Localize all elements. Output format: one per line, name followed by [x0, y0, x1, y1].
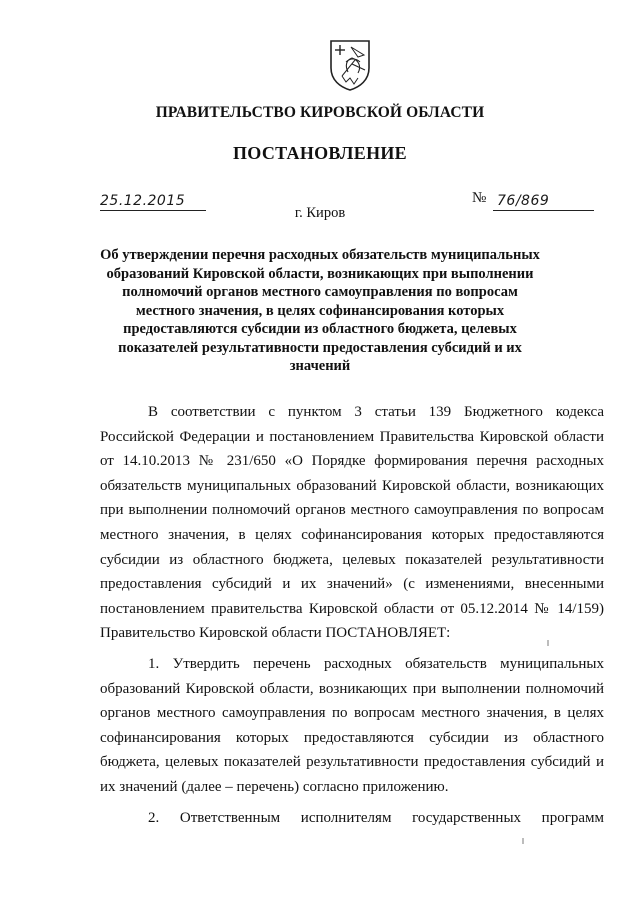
document-date: 25.12.2015	[100, 193, 186, 209]
document-number: 76/869	[497, 193, 550, 209]
document-subject: Об утверждении перечня расходных обязательств муниципальных образований Кировской области, возникающих при выполнении полномочий органов местного самоуправления по вопросам местного значения, в целях софинансирования которых предоставляются субсидии из областного бюджета, целевых показателей результативности предоставления субсидий и их значений	[100, 247, 540, 374]
scan-mark	[522, 838, 524, 844]
document-type: ПОСТАНОВЛЕНИЕ	[233, 143, 407, 163]
preamble-paragraph: В соответствии с пунктом 3 статьи 139 Бюджетного кодекса Российской Федерации и постановлением Правительства Кировской области от 14.10.2013 № 231/650 «О Порядке формирования перечня расходных обязательств муниципальных образований Кировской области, возникающих при выполнении полномочий органов местного самоуправления по вопросам местного значения, в целях софинансирования которых предоставляются субсидии из областного бюджета, целевых показателей результативности предоставления субсидий и их значений» (с изменениями, внесенными постановлением правительства Кировской области от 05.12.2014 № 14/159) Правительство Кировской области ПОСТАНОВЛЯЕТ:	[100, 404, 604, 642]
city: г. Киров	[294, 205, 346, 221]
item-1-paragraph: 1. Утвердить перечень расходных обязательств муниципальных образований Кировской области, возникающих при выполнении полномочий органов местного самоуправления по вопросам местного значения, в целях софинансирования которых предоставляются субсидии из областного бюджета, целевых показателей результативности предоставления субсидий и их значений (далее – перечень) согласно приложению.	[100, 655, 604, 795]
item-2-paragraph: 2. Ответственным исполнителям государственных программ	[148, 809, 604, 826]
scan-mark	[547, 640, 549, 646]
number-label: №	[472, 190, 487, 206]
kirov-oblast-coat-of-arms-icon	[328, 38, 372, 92]
organization-title: ПРАВИТЕЛЬСТВО КИРОВСКОЙ ОБЛАСТИ	[155, 104, 485, 121]
document-body	[100, 400, 604, 830]
